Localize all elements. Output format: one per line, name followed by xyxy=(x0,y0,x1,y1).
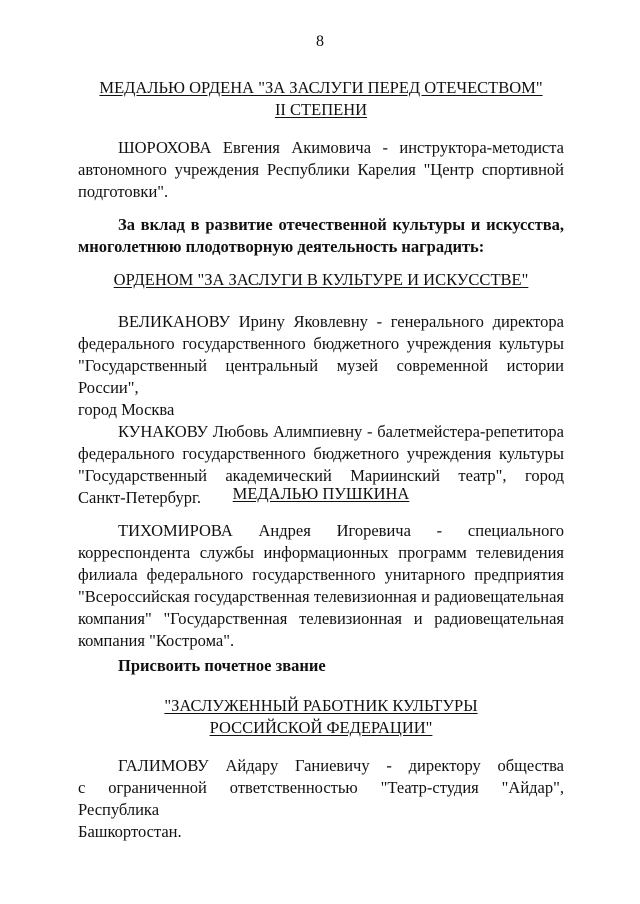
entry-line: "Государственный академический Мариинский театр", город xyxy=(78,466,564,485)
heading-line: ОРДЕНОМ "ЗА ЗАСЛУГИ В КУЛЬТУРЕ И ИСКУССТВЕ" xyxy=(113,270,529,289)
decree-line: За вклад в развитие отечественной культуры и искусства, xyxy=(118,215,564,234)
award-entry-tikhomirov xyxy=(78,520,564,652)
heading-line: МЕДАЛЬЮ ПУШКИНА xyxy=(232,484,410,503)
entry-line: КУНАКОВУ Любовь Алимпиевну - балетмейстера-репетитора xyxy=(118,422,564,441)
heading-line: II СТЕПЕНИ xyxy=(274,100,368,119)
decree-paragraph xyxy=(78,214,564,258)
entry-line: компания "Кострома". xyxy=(78,631,235,650)
section-heading-order-culture xyxy=(78,269,564,291)
award-entry-galimov xyxy=(78,755,564,843)
entry-line: подготовки". xyxy=(78,182,169,201)
section-heading-medal-order-merit xyxy=(78,77,564,121)
entry-line: "Всероссийская государственная телевизионная и радиовещательная xyxy=(78,587,564,606)
entry-line: "Государственный центральный музей современной истории России", xyxy=(78,356,564,397)
heading-line: РОССИЙСКОЙ ФЕДЕРАЦИИ" xyxy=(209,718,433,737)
entry-line: ТИХОМИРОВА Андрея Игоревича - специального xyxy=(118,521,564,540)
section-heading-honored-worker xyxy=(78,695,564,739)
entry-line: Башкортостан. xyxy=(78,822,182,841)
heading-line: МЕДАЛЬЮ ОРДЕНА "ЗА ЗАСЛУГИ ПЕРЕД ОТЕЧЕСТВОМ" xyxy=(99,78,543,97)
entry-line: автономного учреждения Республики Карелия "Центр спортивной xyxy=(78,160,564,179)
entry-line: филиала федерального государственного унитарного предприятия xyxy=(78,565,564,584)
decree-line: многолетнюю плодотворную деятельность наградить: xyxy=(78,237,485,256)
page-number: 8 xyxy=(316,33,324,50)
entry-line: Санкт-Петербург. xyxy=(78,488,201,507)
entry-line: ВЕЛИКАНОВУ Ирину Яковлевну - генерального директора xyxy=(118,312,564,331)
entry-line: ШОРОХОВА Евгения Акимовича - инструктора-методиста xyxy=(118,138,564,157)
entry-line: ГАЛИМОВУ Айдару Ганиевичу - директору общества xyxy=(118,756,564,775)
award-entry-shorokhova xyxy=(78,137,564,203)
entry-line: корреспондента службы информационных программ телевидения xyxy=(78,543,564,562)
heading-line: "ЗАСЛУЖЕННЫЙ РАБОТНИК КУЛЬТУРЫ xyxy=(164,696,478,715)
entry-line: федерального государственного бюджетного учреждения культуры xyxy=(78,334,564,353)
award-entries-order-culture xyxy=(78,311,564,509)
intro-line: Присвоить почетное звание xyxy=(118,656,326,675)
entry-line: с ограниченной ответственностью "Театр-студия "Айдар", Республика xyxy=(78,778,564,819)
entry-line: компания" "Государственная телевизионная и радиовещательная xyxy=(78,609,564,628)
entry-line: федерального государственного бюджетного учреждения культуры xyxy=(78,444,564,463)
entry-line: город Москва xyxy=(78,400,175,419)
honorary-title-intro xyxy=(78,655,564,677)
section-heading-pushkin-medal xyxy=(78,483,564,505)
